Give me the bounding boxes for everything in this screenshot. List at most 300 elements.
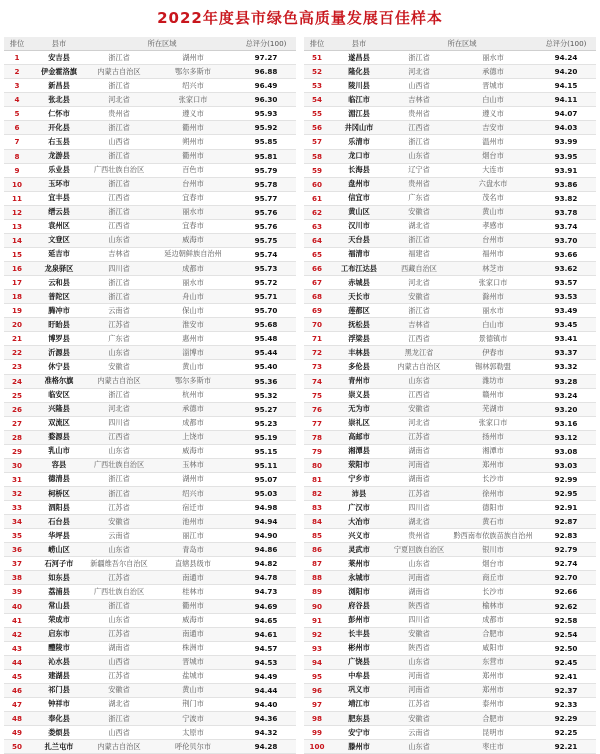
rank-cell: 39 bbox=[4, 585, 30, 599]
province-cell: 浙江省 bbox=[88, 599, 150, 613]
province-cell: 安徽省 bbox=[88, 683, 150, 697]
table-row bbox=[4, 627, 296, 641]
province-cell: 江苏省 bbox=[388, 487, 450, 501]
city-cell: 承德市 bbox=[150, 402, 236, 416]
score-cell: 95.76 bbox=[236, 219, 296, 233]
table-header-row bbox=[4, 37, 296, 51]
score-cell: 93.70 bbox=[536, 233, 596, 247]
page-title: 2022年度县市绿色高质量发展百佳样本 bbox=[157, 9, 443, 27]
rank-cell: 86 bbox=[304, 543, 330, 557]
rank-cell: 16 bbox=[4, 262, 30, 276]
city-cell: 潍坊市 bbox=[450, 374, 536, 388]
county-name-cell: 陵川县 bbox=[330, 79, 388, 93]
rank-cell: 67 bbox=[304, 276, 330, 290]
table-row bbox=[4, 585, 296, 599]
province-cell: 山西省 bbox=[88, 135, 150, 149]
table-row bbox=[304, 388, 596, 402]
score-cell: 94.03 bbox=[536, 121, 596, 135]
rank-cell: 18 bbox=[4, 290, 30, 304]
score-cell: 95.36 bbox=[236, 374, 296, 388]
city-cell: 鄂尔多斯市 bbox=[150, 65, 236, 79]
county-name-cell: 沛县 bbox=[330, 487, 388, 501]
county-name-cell: 启东市 bbox=[30, 627, 88, 641]
header-name: 县市 bbox=[330, 37, 388, 51]
city-cell: 衢州市 bbox=[150, 149, 236, 163]
rank-cell: 27 bbox=[4, 416, 30, 430]
province-cell: 云南省 bbox=[388, 726, 450, 740]
rank-cell: 6 bbox=[4, 121, 30, 135]
score-cell: 95.19 bbox=[236, 430, 296, 444]
province-cell: 浙江省 bbox=[88, 472, 150, 486]
county-name-cell: 兴隆县 bbox=[30, 402, 88, 416]
city-cell: 合肥市 bbox=[450, 627, 536, 641]
ranking-table-left bbox=[4, 37, 296, 754]
rank-cell: 74 bbox=[304, 374, 330, 388]
province-cell: 贵州省 bbox=[388, 107, 450, 121]
city-cell: 大连市 bbox=[450, 163, 536, 177]
rank-cell: 96 bbox=[304, 683, 330, 697]
rank-cell: 80 bbox=[304, 458, 330, 472]
table-row bbox=[304, 107, 596, 121]
province-cell: 云南省 bbox=[88, 304, 150, 318]
province-cell: 山东省 bbox=[388, 149, 450, 163]
table-row bbox=[4, 191, 296, 205]
county-name-cell: 婺源县 bbox=[30, 430, 88, 444]
score-cell: 94.36 bbox=[236, 712, 296, 726]
county-name-cell: 肥东县 bbox=[330, 712, 388, 726]
province-cell: 吉林省 bbox=[388, 93, 450, 107]
city-cell: 衢州市 bbox=[150, 121, 236, 135]
table-header-row bbox=[304, 37, 596, 51]
header-name: 县市 bbox=[30, 37, 88, 51]
score-cell: 95.81 bbox=[236, 149, 296, 163]
score-cell: 94.94 bbox=[236, 515, 296, 529]
rank-cell: 25 bbox=[4, 388, 30, 402]
city-cell: 台州市 bbox=[450, 233, 536, 247]
county-name-cell: 抚松县 bbox=[330, 318, 388, 332]
rank-cell: 40 bbox=[4, 599, 30, 613]
county-name-cell: 莱州市 bbox=[330, 557, 388, 571]
county-name-cell: 华坪县 bbox=[30, 529, 88, 543]
province-cell: 贵州省 bbox=[88, 107, 150, 121]
city-cell: 湖州市 bbox=[150, 51, 236, 65]
score-cell: 95.92 bbox=[236, 121, 296, 135]
rank-cell: 57 bbox=[304, 135, 330, 149]
score-cell: 94.69 bbox=[236, 599, 296, 613]
table-row bbox=[304, 599, 596, 613]
city-cell: 丽水市 bbox=[150, 205, 236, 219]
city-cell: 台州市 bbox=[150, 177, 236, 191]
rank-cell: 9 bbox=[4, 163, 30, 177]
rank-cell: 42 bbox=[4, 627, 30, 641]
rank-cell: 69 bbox=[304, 304, 330, 318]
table-row bbox=[4, 712, 296, 726]
score-cell: 94.24 bbox=[536, 51, 596, 65]
table-row bbox=[304, 374, 596, 388]
city-cell: 六盘水市 bbox=[450, 177, 536, 191]
city-cell: 太原市 bbox=[150, 726, 236, 740]
city-cell: 淄博市 bbox=[150, 346, 236, 360]
score-cell: 95.40 bbox=[236, 360, 296, 374]
rank-cell: 93 bbox=[304, 641, 330, 655]
table-row bbox=[4, 669, 296, 683]
province-cell: 山东省 bbox=[88, 613, 150, 627]
score-cell: 95.78 bbox=[236, 177, 296, 191]
city-cell: 张家口市 bbox=[450, 416, 536, 430]
city-cell: 芜湖市 bbox=[450, 402, 536, 416]
province-cell: 四川省 bbox=[88, 416, 150, 430]
table-row bbox=[304, 304, 596, 318]
county-name-cell: 缙云县 bbox=[30, 205, 88, 219]
score-cell: 94.98 bbox=[236, 501, 296, 515]
county-name-cell: 如东县 bbox=[30, 571, 88, 585]
table-row bbox=[4, 304, 296, 318]
county-name-cell: 兴义市 bbox=[330, 529, 388, 543]
county-name-cell: 新昌县 bbox=[30, 79, 88, 93]
county-name-cell: 玉环市 bbox=[30, 177, 88, 191]
county-name-cell: 工布江达县 bbox=[330, 262, 388, 276]
county-name-cell: 荔浦县 bbox=[30, 585, 88, 599]
province-cell: 江苏省 bbox=[388, 697, 450, 711]
city-cell: 绍兴市 bbox=[150, 487, 236, 501]
city-cell: 丽水市 bbox=[450, 304, 536, 318]
score-cell: 93.91 bbox=[536, 163, 596, 177]
city-cell: 福州市 bbox=[450, 247, 536, 261]
table-row bbox=[4, 177, 296, 191]
county-name-cell: 中牟县 bbox=[330, 669, 388, 683]
table-row bbox=[4, 444, 296, 458]
city-cell: 烟台市 bbox=[450, 557, 536, 571]
rank-cell: 36 bbox=[4, 543, 30, 557]
province-cell: 浙江省 bbox=[388, 233, 450, 247]
city-cell: 保山市 bbox=[150, 304, 236, 318]
score-cell: 92.62 bbox=[536, 599, 596, 613]
score-cell: 94.65 bbox=[236, 613, 296, 627]
table-row bbox=[304, 669, 596, 683]
score-cell: 93.62 bbox=[536, 262, 596, 276]
score-cell: 94.61 bbox=[236, 627, 296, 641]
province-cell: 山东省 bbox=[388, 740, 450, 754]
province-cell: 黑龙江省 bbox=[388, 346, 450, 360]
city-cell: 张家口市 bbox=[450, 276, 536, 290]
county-name-cell: 准格尔旗 bbox=[30, 374, 88, 388]
table-row bbox=[4, 683, 296, 697]
score-cell: 95.11 bbox=[236, 458, 296, 472]
county-name-cell: 遂昌县 bbox=[330, 51, 388, 65]
province-cell: 湖北省 bbox=[388, 515, 450, 529]
score-cell: 95.03 bbox=[236, 487, 296, 501]
rank-cell: 72 bbox=[304, 346, 330, 360]
rank-cell: 84 bbox=[304, 515, 330, 529]
score-cell: 93.53 bbox=[536, 290, 596, 304]
province-cell: 河南省 bbox=[388, 571, 450, 585]
city-cell: 郑州市 bbox=[450, 458, 536, 472]
score-cell: 93.16 bbox=[536, 416, 596, 430]
county-name-cell: 宜丰县 bbox=[30, 191, 88, 205]
rank-cell: 29 bbox=[4, 444, 30, 458]
score-cell: 92.33 bbox=[536, 697, 596, 711]
county-name-cell: 湘潭县 bbox=[330, 444, 388, 458]
county-name-cell: 娄烦县 bbox=[30, 726, 88, 740]
rank-cell: 13 bbox=[4, 219, 30, 233]
province-cell: 宁夏回族自治区 bbox=[388, 543, 450, 557]
city-cell: 湖州市 bbox=[150, 472, 236, 486]
county-name-cell: 隆化县 bbox=[330, 65, 388, 79]
county-name-cell: 建湖县 bbox=[30, 669, 88, 683]
table-row bbox=[304, 51, 596, 65]
city-cell: 盐城市 bbox=[150, 669, 236, 683]
city-cell: 鄂尔多斯市 bbox=[150, 374, 236, 388]
score-cell: 95.77 bbox=[236, 191, 296, 205]
province-cell: 江西省 bbox=[88, 191, 150, 205]
rank-cell: 32 bbox=[4, 487, 30, 501]
header-score: 总评分(100) bbox=[236, 37, 296, 51]
score-cell: 96.49 bbox=[236, 79, 296, 93]
rank-cell: 58 bbox=[304, 149, 330, 163]
city-cell: 成都市 bbox=[450, 613, 536, 627]
score-cell: 96.30 bbox=[236, 93, 296, 107]
rank-cell: 50 bbox=[4, 740, 30, 754]
table-row bbox=[4, 79, 296, 93]
city-cell: 滁州市 bbox=[450, 290, 536, 304]
city-cell: 孝感市 bbox=[450, 219, 536, 233]
rank-cell: 23 bbox=[4, 360, 30, 374]
table-row bbox=[304, 571, 596, 585]
rank-cell: 81 bbox=[304, 472, 330, 486]
province-cell: 湖南省 bbox=[88, 641, 150, 655]
score-cell: 93.82 bbox=[536, 191, 596, 205]
county-name-cell: 延吉市 bbox=[30, 247, 88, 261]
rank-cell: 10 bbox=[4, 177, 30, 191]
province-cell: 四川省 bbox=[388, 501, 450, 515]
rank-cell: 14 bbox=[4, 233, 30, 247]
score-cell: 92.66 bbox=[536, 585, 596, 599]
table-row bbox=[304, 205, 596, 219]
score-cell: 92.45 bbox=[536, 655, 596, 669]
rank-cell: 48 bbox=[4, 712, 30, 726]
score-cell: 92.21 bbox=[536, 740, 596, 754]
score-cell: 95.44 bbox=[236, 346, 296, 360]
score-cell: 94.11 bbox=[536, 93, 596, 107]
city-cell: 锡林郭勒盟 bbox=[450, 360, 536, 374]
table-row bbox=[304, 191, 596, 205]
rank-cell: 15 bbox=[4, 247, 30, 261]
province-cell: 河北省 bbox=[388, 276, 450, 290]
table-row bbox=[304, 121, 596, 135]
table-row bbox=[4, 51, 296, 65]
city-cell: 长沙市 bbox=[450, 585, 536, 599]
score-cell: 95.75 bbox=[236, 233, 296, 247]
province-cell: 浙江省 bbox=[88, 79, 150, 93]
table-row bbox=[304, 163, 596, 177]
city-cell: 丽水市 bbox=[450, 51, 536, 65]
province-cell: 山东省 bbox=[88, 444, 150, 458]
city-cell: 徐州市 bbox=[450, 487, 536, 501]
province-cell: 安徽省 bbox=[388, 402, 450, 416]
table-row bbox=[304, 726, 596, 740]
rank-cell: 65 bbox=[304, 247, 330, 261]
county-name-cell: 伊金霍洛旗 bbox=[30, 65, 88, 79]
rank-cell: 60 bbox=[304, 177, 330, 191]
province-cell: 江苏省 bbox=[88, 501, 150, 515]
county-name-cell: 盱眙县 bbox=[30, 318, 88, 332]
score-cell: 95.76 bbox=[236, 205, 296, 219]
score-cell: 93.41 bbox=[536, 332, 596, 346]
table-row bbox=[4, 487, 296, 501]
province-cell: 浙江省 bbox=[388, 135, 450, 149]
rank-cell: 20 bbox=[4, 318, 30, 332]
score-cell: 95.48 bbox=[236, 332, 296, 346]
score-cell: 92.83 bbox=[536, 529, 596, 543]
table-row bbox=[4, 458, 296, 472]
county-name-cell: 大冶市 bbox=[330, 515, 388, 529]
county-name-cell: 常山县 bbox=[30, 599, 88, 613]
county-name-cell: 醴陵市 bbox=[30, 641, 88, 655]
rank-cell: 24 bbox=[4, 374, 30, 388]
score-cell: 93.45 bbox=[536, 318, 596, 332]
city-cell: 东营市 bbox=[450, 655, 536, 669]
county-name-cell: 天台县 bbox=[330, 233, 388, 247]
rank-cell: 8 bbox=[4, 149, 30, 163]
province-cell: 浙江省 bbox=[88, 290, 150, 304]
county-name-cell: 盘州市 bbox=[330, 177, 388, 191]
rank-cell: 54 bbox=[304, 93, 330, 107]
score-cell: 95.93 bbox=[236, 107, 296, 121]
city-cell: 桂林市 bbox=[150, 585, 236, 599]
rank-cell: 44 bbox=[4, 655, 30, 669]
city-cell: 玉林市 bbox=[150, 458, 236, 472]
province-cell: 河北省 bbox=[88, 402, 150, 416]
city-cell: 林芝市 bbox=[450, 262, 536, 276]
county-name-cell: 湄江县 bbox=[330, 107, 388, 121]
province-cell: 江西省 bbox=[88, 430, 150, 444]
header-score: 总评分(100) bbox=[536, 37, 596, 51]
score-cell: 93.86 bbox=[536, 177, 596, 191]
rank-cell: 1 bbox=[4, 51, 30, 65]
county-name-cell: 长海县 bbox=[330, 163, 388, 177]
rank-cell: 75 bbox=[304, 388, 330, 402]
score-cell: 95.23 bbox=[236, 416, 296, 430]
province-cell: 浙江省 bbox=[88, 487, 150, 501]
score-cell: 94.32 bbox=[236, 726, 296, 740]
score-cell: 95.74 bbox=[236, 247, 296, 261]
table-row bbox=[304, 641, 596, 655]
table-row bbox=[304, 472, 596, 486]
score-cell: 92.79 bbox=[536, 543, 596, 557]
rank-cell: 51 bbox=[304, 51, 330, 65]
county-name-cell: 广汉市 bbox=[330, 501, 388, 515]
table-row bbox=[4, 332, 296, 346]
province-cell: 江苏省 bbox=[88, 669, 150, 683]
province-cell: 山东省 bbox=[88, 233, 150, 247]
province-cell: 浙江省 bbox=[88, 149, 150, 163]
table-row bbox=[4, 93, 296, 107]
city-cell: 商丘市 bbox=[450, 571, 536, 585]
score-cell: 95.15 bbox=[236, 444, 296, 458]
city-cell: 银川市 bbox=[450, 543, 536, 557]
province-cell: 河北省 bbox=[388, 65, 450, 79]
province-cell: 山东省 bbox=[388, 557, 450, 571]
rank-cell: 76 bbox=[304, 402, 330, 416]
province-cell: 贵州省 bbox=[388, 529, 450, 543]
city-cell: 遵义市 bbox=[150, 107, 236, 121]
province-cell: 江西省 bbox=[388, 332, 450, 346]
table-row bbox=[304, 276, 596, 290]
province-cell: 山东省 bbox=[388, 655, 450, 669]
city-cell: 伊春市 bbox=[450, 346, 536, 360]
table-row bbox=[4, 205, 296, 219]
county-name-cell: 沁水县 bbox=[30, 655, 88, 669]
city-cell: 威海市 bbox=[150, 613, 236, 627]
province-cell: 四川省 bbox=[88, 262, 150, 276]
score-cell: 92.58 bbox=[536, 613, 596, 627]
table-row bbox=[304, 712, 596, 726]
province-cell: 广东省 bbox=[388, 191, 450, 205]
table-row bbox=[304, 219, 596, 233]
table-row bbox=[4, 360, 296, 374]
county-name-cell: 信宜市 bbox=[330, 191, 388, 205]
city-cell: 扬州市 bbox=[450, 430, 536, 444]
province-cell: 安徽省 bbox=[388, 627, 450, 641]
city-cell: 德阳市 bbox=[450, 501, 536, 515]
table-row bbox=[304, 627, 596, 641]
city-cell: 威海市 bbox=[150, 233, 236, 247]
rank-cell: 35 bbox=[4, 529, 30, 543]
province-cell: 河北省 bbox=[88, 93, 150, 107]
table-row bbox=[4, 107, 296, 121]
table-row bbox=[304, 430, 596, 444]
city-cell: 遵义市 bbox=[450, 107, 536, 121]
province-cell: 河北省 bbox=[388, 416, 450, 430]
county-name-cell: 浏阳市 bbox=[330, 585, 388, 599]
table-row bbox=[304, 557, 596, 571]
county-name-cell: 开化县 bbox=[30, 121, 88, 135]
county-name-cell: 彬州市 bbox=[330, 641, 388, 655]
score-cell: 95.73 bbox=[236, 262, 296, 276]
table-row bbox=[4, 388, 296, 402]
province-cell: 江苏省 bbox=[388, 430, 450, 444]
province-cell: 山东省 bbox=[388, 374, 450, 388]
city-cell: 长沙市 bbox=[450, 472, 536, 486]
province-cell: 陕西省 bbox=[388, 599, 450, 613]
table-row bbox=[304, 135, 596, 149]
table-row bbox=[4, 472, 296, 486]
rank-cell: 70 bbox=[304, 318, 330, 332]
province-cell: 内蒙古自治区 bbox=[88, 65, 150, 79]
province-cell: 内蒙古自治区 bbox=[388, 360, 450, 374]
table-row bbox=[4, 219, 296, 233]
province-cell: 浙江省 bbox=[88, 712, 150, 726]
rank-cell: 79 bbox=[304, 444, 330, 458]
city-cell: 呼伦贝尔市 bbox=[150, 740, 236, 754]
county-name-cell: 靖江市 bbox=[330, 697, 388, 711]
score-cell: 94.53 bbox=[236, 655, 296, 669]
county-name-cell: 乐清市 bbox=[330, 135, 388, 149]
county-name-cell: 天长市 bbox=[330, 290, 388, 304]
province-cell: 江苏省 bbox=[88, 627, 150, 641]
rank-cell: 45 bbox=[4, 669, 30, 683]
province-cell: 湖南省 bbox=[388, 444, 450, 458]
table-row bbox=[304, 177, 596, 191]
province-cell: 浙江省 bbox=[88, 51, 150, 65]
rank-cell: 62 bbox=[304, 205, 330, 219]
city-cell: 烟台市 bbox=[450, 149, 536, 163]
table-row bbox=[304, 697, 596, 711]
city-cell: 昆明市 bbox=[450, 726, 536, 740]
rank-cell: 41 bbox=[4, 613, 30, 627]
city-cell: 百色市 bbox=[150, 163, 236, 177]
score-cell: 93.37 bbox=[536, 346, 596, 360]
